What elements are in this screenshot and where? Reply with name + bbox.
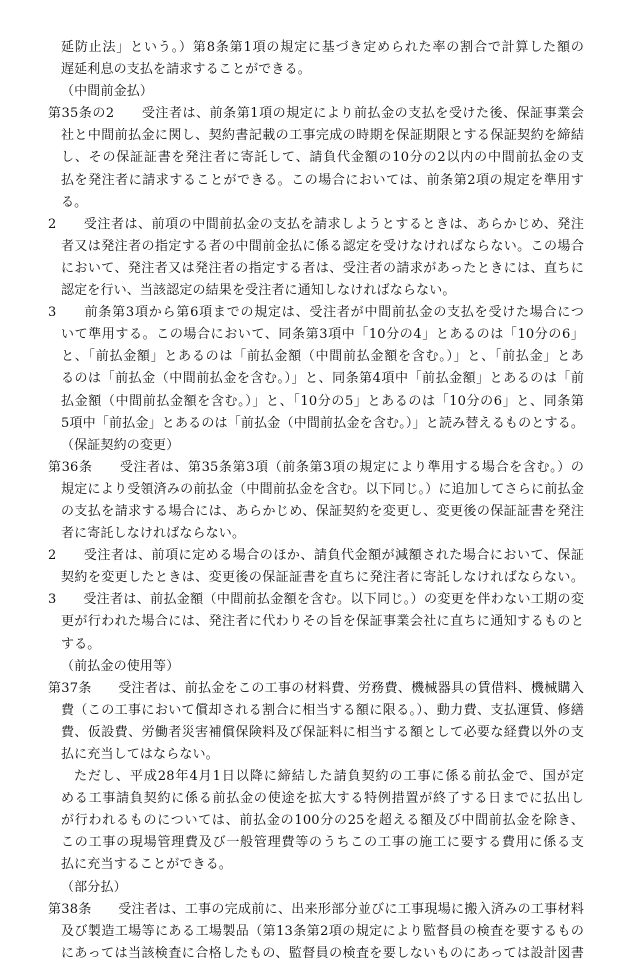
text-line: 払に充当することができる。 xyxy=(61,857,232,873)
text-line: 5項中「前払金」とあるのは「前払金（中間前払金を含む。）」と読み替えるものとする。 xyxy=(61,415,584,431)
clause-first-line: 2 受注者は、前項に定める場合のほか、請負代金額が減額された場合において、保証 xyxy=(48,548,584,564)
text-line: 延防止法」という。）第8条第1項の規定に基づき定められた率の割合で計算した額の xyxy=(61,40,584,55)
text-line: 契約を変更したときは、変更後の保証証書を直ちに発注者に寄託しなければならない。 xyxy=(61,570,584,586)
article-heading: （保証契約の変更） xyxy=(61,437,180,453)
text-line: において、発注者又は発注者の指定する者は、受注者の請求があったときには、直ちに xyxy=(61,260,584,276)
article-heading: （前払金の使用等） xyxy=(61,658,180,674)
text-line: 及び製造工場等にある工場製品（第13条第2項の規定により監督員の検査を要するもの xyxy=(61,923,584,939)
text-line: と、「前払金額」とあるのは「前払金額（中間前払金額を含む。）」と、「前払金」とあ xyxy=(61,349,584,365)
text-line: が行われるものについては、前払金の100分の25を超える額及び中間前払金を除き、 xyxy=(61,813,584,829)
article-heading: （中間前金払） xyxy=(61,84,154,100)
paragraph-first-line: ただし、平成28年4月1日以降に締結した請負契約の工事に係る前払金で、国が定 xyxy=(74,769,584,785)
text-line: 者に寄託しなければならない。 xyxy=(61,526,246,542)
text-line: 払に充当してはならない。 xyxy=(61,747,219,762)
text-line: 遅延利息の支払を請求することができる。 xyxy=(61,62,311,78)
text-line: 社と中間前払金に関し、契約書記載の工事完成の時期を保証期限とする保証契約を締結 xyxy=(61,128,584,144)
text-line: 者又は発注者の指定する者の中間前金払に係る認定を受けなければならない。この場合 xyxy=(61,238,584,254)
text-line: 認定を行い、当該認定の結果を受注者に通知しなければならない。 xyxy=(61,283,456,299)
text-line: 費、仮設費、労働者災害補償保険料及び保証料に相当する額として必要な経費以外の支 xyxy=(61,724,584,740)
text-line: 費（この工事において償却される割合に相当する額に限る。）、動力費、支払運賃、修繕 xyxy=(61,702,584,718)
clause-first-line: 第38条 受注者は、工事の完成前に、出来形部分並びに工事現場に搬入済みの工事材料 xyxy=(48,901,584,917)
text-line: 規定により受領済みの前払金（中間前払金を含む。以下同じ。）に追加してさらに前払金 xyxy=(61,481,584,497)
text-line: いて準用する。この場合において、同条第3項中「10分の4」とあるのは「10分の6」 xyxy=(61,327,584,343)
clause-first-line: 3 前条第3項から第6項までの規定は、受注者が中間前払金の支払を受けた場合につ xyxy=(48,305,584,321)
text-line: 払を発注者に請求することができる。この場合においては、前条第2項の規定を準用す xyxy=(61,172,584,188)
text-line: し、その保証証書を発注者に寄託して、請負代金額の10分の2以内の中間前払金の支 xyxy=(61,150,584,166)
clause-first-line: 第35条の2 受注者は、前条第1項の規定により前払金の支払を受けた後、保証事業会 xyxy=(48,106,584,122)
text-line: 払金額（中間前払金額を含む。）」と、「10分の5」とあるのは「10分の6」と、同条第 xyxy=(61,393,584,409)
clause-first-line: 第37条 受注者は、前払金をこの工事の材料費、労務費、機械器具の賃借料、機械購入 xyxy=(48,680,584,696)
clause-first-line: 2 受注者は、前項の中間前払金の支払を請求しようとするときは、あらかじめ、発注 xyxy=(48,216,584,232)
text-line: 更が行われた場合には、発注者に代わりその旨を保証事業会社に直ちに通知するものと xyxy=(61,614,584,630)
text-line: にあっては当該検査に合格したもの、監督員の検査を要しないものにあっては設計図書 xyxy=(61,945,584,961)
text-line: る。 xyxy=(61,194,88,210)
article-heading: （部分払） xyxy=(61,879,127,895)
text-line: の支払を請求する場合には、あらかじめ、保証契約を変更し、変更後の保証証書を発注 xyxy=(61,503,584,519)
text-line: この工事の現場管理費及び一般管理費等のうちこの工事の施工に要する費用に係る支 xyxy=(61,835,584,851)
text-line: るのは「前払金（中間前払金を含む。）」と、同条第4項中「前払金額」とあるのは「前 xyxy=(61,371,584,387)
text-line: する。 xyxy=(61,636,101,652)
clause-first-line: 第36条 受注者は、第35条第3項（前条第3項の規定により準用する場合を含む。）の xyxy=(48,459,584,475)
clause-first-line: 3 受注者は、前払金額（中間前払金額を含む。以下同じ。）の変更を伴わない工期の変 xyxy=(48,592,584,608)
text-line: める工事請負契約に係る前払金の使途を拡大する特例措置が終了する日までに払出し xyxy=(61,791,584,807)
